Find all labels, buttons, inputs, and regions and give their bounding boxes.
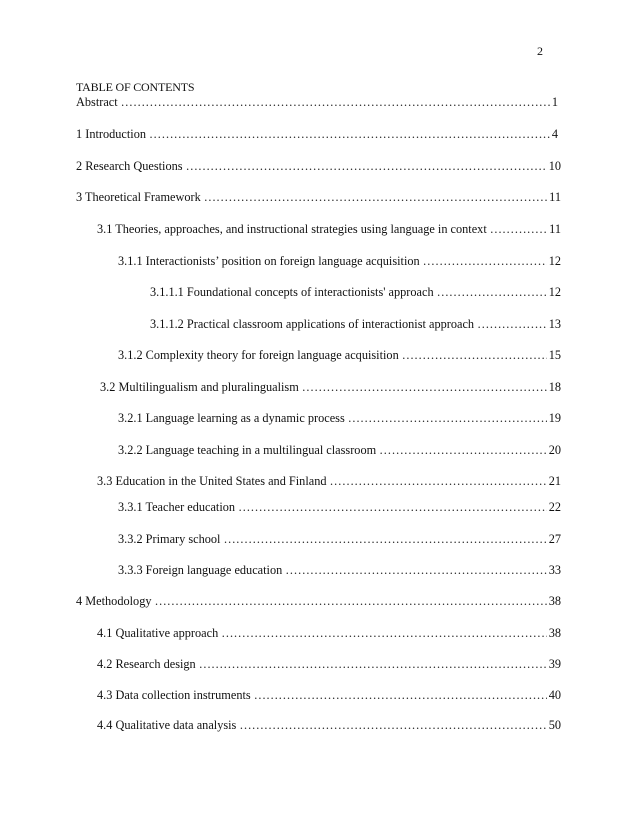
toc-entry-label: 3.1.1.2 Practical classroom applications of interactionist approach	[150, 317, 475, 331]
toc-leader-dots	[204, 189, 547, 205]
toc-entry-page: 38	[548, 626, 561, 640]
toc-entry-label: 3.3.3 Foreign language education	[118, 563, 283, 577]
toc-leader-dots	[199, 656, 547, 672]
toc-entry-page: 11	[549, 222, 561, 236]
toc-leader-dots	[238, 499, 547, 515]
toc-entry	[76, 94, 558, 110]
toc-entry-label: 3.3.1 Teacher education	[118, 500, 236, 514]
toc-entry-page: 1	[551, 95, 558, 109]
toc-leader-dots	[490, 221, 547, 237]
toc-entry-page: 27	[548, 532, 561, 546]
toc-entry-page: 10	[548, 159, 561, 173]
toc-leader-dots	[149, 126, 550, 142]
toc-leader-dots	[348, 410, 547, 426]
toc-entry-page: 15	[548, 348, 561, 362]
toc-entry-page: 39	[548, 657, 561, 671]
toc-entry-page: 19	[548, 411, 561, 425]
toc-entry-label: 4 Methodology	[76, 594, 152, 608]
toc-leader-dots	[155, 593, 547, 609]
toc-entry-label: Abstract	[76, 95, 118, 109]
toc-entry-label: 3.2 Multilingualism and pluralingualism	[100, 380, 299, 394]
toc-entry-label: 4.3 Data collection instruments	[97, 688, 251, 702]
toc-entry	[97, 625, 561, 641]
toc-entry-page: 11	[549, 190, 561, 204]
toc-entry-page: 50	[548, 718, 561, 732]
toc-leader-dots	[221, 625, 546, 641]
toc-entry-label: 3.3 Education in the United States and Finland	[97, 474, 327, 488]
toc-entry	[97, 656, 561, 672]
toc-title: TABLE OF CONTENTS	[76, 80, 195, 94]
toc-entry	[118, 531, 561, 547]
toc-leader-dots	[254, 687, 547, 703]
toc-entry-label: 3.1.2 Complexity theory for foreign language acquisition	[118, 348, 399, 362]
toc-entry-label: 3.2.2 Language teaching in a multilingual classroom	[118, 443, 377, 457]
toc-entry	[97, 717, 561, 733]
toc-entry-page: 12	[548, 285, 561, 299]
toc-entry	[76, 593, 561, 609]
toc-entry-page: 22	[548, 500, 561, 514]
toc-entry-label: 3.3.2 Primary school	[118, 532, 221, 546]
toc-entry-page: 33	[548, 563, 561, 577]
toc-leader-dots	[402, 347, 547, 363]
page-number: 2	[537, 44, 543, 58]
toc-entry	[118, 347, 561, 363]
toc-leader-dots	[285, 562, 546, 578]
toc-entry-label: 1 Introduction	[76, 127, 147, 141]
toc-entry	[97, 221, 561, 237]
toc-entry-page: 38	[548, 594, 561, 608]
toc-entry	[150, 316, 561, 332]
toc-entry	[76, 158, 561, 174]
toc-leader-dots	[379, 442, 547, 458]
toc-entry	[97, 473, 561, 489]
toc-entry	[76, 126, 558, 142]
toc-leader-dots	[186, 158, 547, 174]
toc-entry-page: 13	[548, 317, 561, 331]
toc-entry-label: 3.1.1 Interactionists’ position on foreign language acquisition	[118, 254, 420, 268]
toc-entry-label: 4.2 Research design	[97, 657, 196, 671]
toc-entry-page: 20	[548, 443, 561, 457]
toc-entry-label: 4.4 Qualitative data analysis	[97, 718, 237, 732]
toc-entry-page: 40	[548, 688, 561, 702]
toc-entry-label: 2 Research Questions	[76, 159, 183, 173]
toc-leader-dots	[223, 531, 546, 547]
toc-entry-label: 3.2.1 Language learning as a dynamic process	[118, 411, 345, 425]
toc-entry-page: 4	[551, 127, 558, 141]
toc-entry	[118, 499, 561, 515]
toc-entry	[118, 562, 561, 578]
toc-entry	[76, 189, 561, 205]
toc-entry	[97, 687, 561, 703]
toc-entry-label: 3 Theoretical Framework	[76, 190, 201, 204]
toc-entry	[118, 253, 561, 269]
toc-entry-page: 18	[548, 380, 561, 394]
toc-leader-dots	[330, 473, 547, 489]
toc-entry-page: 12	[548, 254, 561, 268]
toc-entry-label: 4.1 Qualitative approach	[97, 626, 219, 640]
toc-leader-dots	[423, 253, 547, 269]
toc-leader-dots	[437, 284, 547, 300]
toc-entry	[150, 284, 561, 300]
toc-entry-page: 21	[548, 474, 561, 488]
toc-leader-dots	[302, 379, 547, 395]
toc-entry-label: 3.1.1.1 Foundational concepts of interactionists' approach	[150, 285, 434, 299]
toc-leader-dots	[477, 316, 547, 332]
toc-entry-label: 3.1 Theories, approaches, and instructional strategies using language in context	[97, 222, 487, 236]
toc-entry	[118, 410, 561, 426]
toc-leader-dots	[239, 717, 546, 733]
toc-entry	[118, 442, 561, 458]
toc-leader-dots	[121, 94, 550, 110]
toc-entry	[100, 379, 561, 395]
